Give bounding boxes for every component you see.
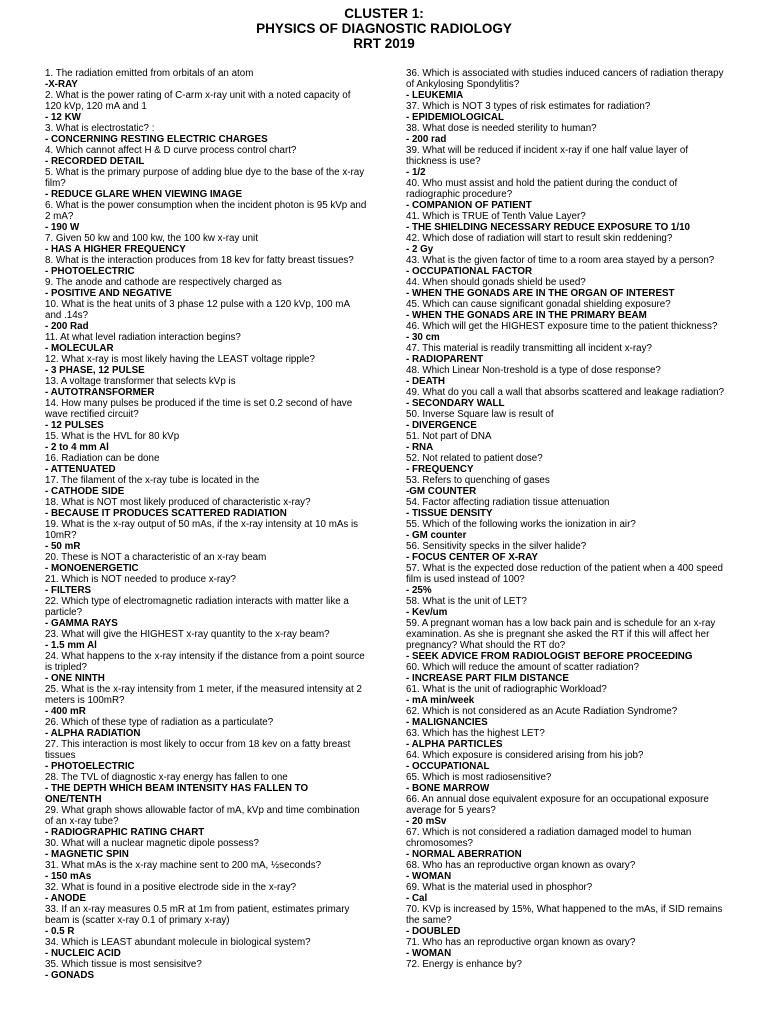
answer-text: - 12 PULSES: [45, 420, 104, 431]
question-text: 24. What happens to the x-ray intensity if the distance from a point source is tripled?: [45, 651, 365, 673]
question-text: 68. Who has an reproductive organ known as ovary?: [406, 860, 636, 871]
question-text: 58. What is the unit of LET?: [406, 596, 527, 607]
question-item: [406, 519, 728, 541]
subject-title: PHYSICS OF DIAGNOSTIC RADIOLOGY: [256, 21, 512, 36]
question-text: 23. What will give the HIGHEST x-ray quantity to the x-ray beam?: [45, 629, 330, 640]
question-text: 14. How many pulses be produced if the time is set 0.2 second of have wave rectified circuit?: [45, 398, 353, 420]
answer-text: - ATTENUATED: [45, 464, 116, 475]
answer-text: - WOMAN: [406, 871, 452, 882]
question-item: [45, 937, 367, 959]
question-text: 30. What will a nuclear magnetic dipole possess?: [45, 838, 260, 849]
question-item: [45, 167, 367, 200]
question-item: [406, 453, 728, 475]
question-item: [406, 882, 728, 904]
question-text: 20. These is NOT a characteristic of an x-ray beam: [45, 552, 267, 563]
question-text: 72. Energy is enhance by?: [406, 959, 523, 970]
answer-text: - SEEK ADVICE FROM RADIOLOGIST BEFORE PROCEEDING: [406, 651, 693, 662]
question-item: [45, 717, 367, 739]
answer-text: - 200 Rad: [45, 321, 89, 332]
question-item: [406, 662, 728, 684]
question-item: [45, 299, 367, 332]
answer-text: - HAS A HIGHER FREQUENCY: [45, 244, 186, 255]
question-item: [45, 475, 367, 497]
question-item: [406, 277, 728, 299]
question-text: 33. If an x-ray measures 0.5 mR at 1m from patient, estimates primary beam is (scatter x-ray 0.1 of primary x-ray): [45, 904, 350, 926]
question-item: [45, 431, 367, 453]
answer-text: - 1.5 mm Al: [45, 640, 97, 651]
question-text: 65. Which is most radiosensitive?: [406, 772, 552, 783]
question-text: 56. Sensitivity specks in the silver halide?: [406, 541, 587, 552]
question-item: [406, 827, 728, 860]
question-item: [406, 178, 728, 211]
question-text: 43. What is the given factor of time to a room area stayed by a person?: [406, 255, 715, 266]
question-text: 66. An annual dose equivalent exposure for an occupational exposure average for 5 years?: [406, 794, 709, 816]
question-text: 27. This interaction is most likely to occur from 18 kev on a fatty breast tissues: [45, 739, 351, 761]
question-item: [406, 233, 728, 255]
answer-text: - mA min/week: [406, 695, 475, 706]
question-text: 67. Which is not considered a radiation damaged model to human chromosomes?: [406, 827, 692, 849]
answer-text: - 12 KW: [45, 112, 81, 123]
question-text: 40. Who must assist and hold the patient during the conduct of radiographic procedure?: [406, 178, 678, 200]
question-text: 7. Given 50 kw and 100 kw, the 100 kw x-ray unit: [45, 233, 258, 244]
question-item: [45, 453, 367, 475]
question-item: [406, 541, 728, 563]
answer-text: - CATHODE SIDE: [45, 486, 125, 497]
question-text: 13. A voltage transformer that selects kVp is: [45, 376, 236, 387]
question-text: 17. The filament of the x-ray tube is located in the: [45, 475, 260, 486]
question-item: [406, 321, 728, 343]
question-text: 71. Who has an reproductive organ known as ovary?: [406, 937, 636, 948]
question-item: [406, 596, 728, 618]
question-item: [406, 255, 728, 277]
question-item: [45, 684, 367, 717]
answer-text: - RNA: [406, 442, 434, 453]
question-text: 29. What graph shows allowable factor of mA, kVp and time combination of an x-ray tube?: [45, 805, 360, 827]
question-text: 63. Which has the highest LET?: [406, 728, 545, 739]
answer-text: - 3 PHASE, 12 PULSE: [45, 365, 145, 376]
question-text: 60. Which will reduce the amount of scatter radiation?: [406, 662, 640, 673]
question-item: [406, 563, 728, 596]
answer-text: - WHEN THE GONADS ARE IN THE PRIMARY BEAM: [406, 310, 647, 321]
question-text: 42. Which dose of radiation will start to result skin reddening?: [406, 233, 673, 244]
answer-text: - DIVERGENCE: [406, 420, 477, 431]
question-text: 59. A pregnant woman has a low back pain and is schedule for an x-ray examination. As she is pregnant she asked the RT if this will affect her pregnancy? What should the RT do?: [406, 618, 716, 651]
question-item: [45, 497, 367, 519]
question-text: 9. The anode and cathode are respectively charged as: [45, 277, 282, 288]
question-item: [45, 277, 367, 299]
answer-text: - OCCUPATIONAL FACTOR: [406, 266, 533, 277]
question-text: 62. Which is not considered as an Acute Radiation Syndrome?: [406, 706, 678, 717]
question-item: [45, 860, 367, 882]
right-column: [406, 68, 728, 970]
question-text: 18. What is NOT most likely produced of characteristic x-ray?: [45, 497, 311, 508]
answer-text: - 2 to 4 mm Al: [45, 442, 109, 453]
question-text: 6. What is the power consumption when the incident photon is 95 kVp and 2 mA?: [45, 200, 367, 222]
question-item: [406, 475, 728, 497]
question-text: 3. What is electrostatic? :: [45, 123, 155, 134]
answer-text: - RECORDED DETAIL: [45, 156, 145, 167]
question-item: [406, 794, 728, 827]
question-item: [406, 299, 728, 321]
question-item: [45, 882, 367, 904]
answer-text: - TISSUE DENSITY: [406, 508, 493, 519]
question-item: [406, 123, 728, 145]
question-item: [45, 629, 367, 651]
document-header: [0, 6, 768, 51]
question-text: 25. What is the x-ray intensity from 1 meter, if the measured intensity at 2 meters is 100mR?: [45, 684, 362, 706]
answer-text: - BONE MARROW: [406, 783, 490, 794]
question-item: [45, 354, 367, 376]
answer-text: - WOMAN: [406, 948, 452, 959]
answer-text: - 190 W: [45, 222, 80, 233]
answer-text: - FILTERS: [45, 585, 92, 596]
question-item: [45, 123, 367, 145]
question-item: [406, 728, 728, 750]
answer-text: - DEATH: [406, 376, 446, 387]
question-text: 36. Which is associated with studies induced cancers of radiation therapy of Ankylosing Spondylitis?: [406, 68, 724, 90]
answer-text: - ONE NINTH: [45, 673, 105, 684]
question-text: 16. Radiation can be done: [45, 453, 160, 464]
question-text: 10. What is the heat units of 3 phase 12 pulse with a 120 kVp, 100 mA and .14s?: [45, 299, 350, 321]
answer-text: - 50 mR: [45, 541, 81, 552]
question-item: [45, 574, 367, 596]
question-item: [45, 145, 367, 167]
question-item: [406, 860, 728, 882]
question-item: [45, 805, 367, 838]
answer-text: - MAGNETIC SPIN: [45, 849, 129, 860]
question-text: 31. What mAs is the x-ray machine sent to 200 mA, ½seconds?: [45, 860, 322, 871]
question-text: 15. What is the HVL for 80 kVp: [45, 431, 180, 442]
question-text: 34. Which is LEAST abundant molecule in biological system?: [45, 937, 311, 948]
question-item: [406, 68, 728, 101]
answer-text: - 150 mAs: [45, 871, 92, 882]
question-text: 48. Which Linear Non-treshold is a type of dose response?: [406, 365, 661, 376]
question-item: [45, 904, 367, 937]
answer-text: - 200 rad: [406, 134, 447, 145]
question-text: 61. What is the unit of radiographic Workload?: [406, 684, 607, 695]
answer-text: - POSITIVE AND NEGATIVE: [45, 288, 172, 299]
question-item: [45, 651, 367, 684]
question-item: [406, 706, 728, 728]
question-text: 11. At what level radiation interaction begins?: [45, 332, 241, 343]
question-text: 57. What is the expected dose reduction of the patient when a 400 speed film is used instead of 100?: [406, 563, 723, 585]
answer-text: - Kev/um: [406, 607, 448, 618]
question-item: [406, 937, 728, 959]
answer-text: - 20 mSv: [406, 816, 447, 827]
question-text: 19. What is the x-ray output of 50 mAs, if the x-ray intensity at 10 mAs is 10mR?: [45, 519, 359, 541]
answer-text: - Cal: [406, 893, 428, 904]
question-text: 35. Which tissue is most sensisitve?: [45, 959, 202, 970]
question-text: 22. Which type of electromagnetic radiation interacts with matter like a particle?: [45, 596, 349, 618]
question-text: 47. This material is readily transmitting all incident x-ray?: [406, 343, 652, 354]
question-item: [406, 750, 728, 772]
question-item: [45, 838, 367, 860]
question-item: [406, 101, 728, 123]
question-text: 69. What is the material used in phosphor?: [406, 882, 593, 893]
question-text: 2. What is the power rating of C-arm x-ray unit with a noted capacity of 120 kVp, 120 mA and 1: [45, 90, 351, 112]
question-text: 37. Which is NOT 3 types of risk estimates for radiation?: [406, 101, 651, 112]
answer-text: -X-RAY: [45, 79, 78, 90]
question-item: [406, 618, 728, 662]
answer-text: - GM counter: [406, 530, 467, 541]
question-text: 64. Which exposure is considered arising from his job?: [406, 750, 644, 761]
answer-text: - ALPHA PARTICLES: [406, 739, 503, 750]
question-item: [406, 431, 728, 453]
question-item: [45, 398, 367, 431]
answer-text: - DOUBLED: [406, 926, 461, 937]
question-text: 70. KVp is increased by 15%, What happened to the mAs, if SID remains the same?: [406, 904, 723, 926]
question-item: [406, 343, 728, 365]
answer-text: - MALIGNANCIES: [406, 717, 488, 728]
question-item: [406, 145, 728, 178]
question-item: [45, 596, 367, 629]
question-item: [406, 684, 728, 706]
answer-text: - GONADS: [45, 970, 94, 981]
question-text: 52. Not related to patient dose?: [406, 453, 543, 464]
question-item: [406, 409, 728, 431]
answer-text: - FREQUENCY: [406, 464, 474, 475]
answer-text: - WHEN THE GONADS ARE IN THE ORGAN OF INTEREST: [406, 288, 675, 299]
answer-text: - 25%: [406, 585, 432, 596]
question-text: 12. What x-ray is most likely having the LEAST voltage ripple?: [45, 354, 315, 365]
answer-text: - INCREASE PART FILM DISTANCE: [406, 673, 569, 684]
question-text: 54. Factor affecting radiation tissue attenuation: [406, 497, 610, 508]
answer-text: - LEUKEMIA: [406, 90, 464, 101]
question-text: 21. Which is NOT needed to produce x-ray?: [45, 574, 236, 585]
answer-text: - 2 Gy: [406, 244, 434, 255]
question-text: 53. Refers to quenching of gases: [406, 475, 550, 486]
answer-text: - 1/2: [406, 167, 426, 178]
question-text: 26. Which of these type of radiation as a particulate?: [45, 717, 274, 728]
question-text: 38. What dose is needed sterility to human?: [406, 123, 597, 134]
question-text: 45. Which can cause significant gonadal shielding exposure?: [406, 299, 671, 310]
answer-text: - AUTOTRANSFORMER: [45, 387, 155, 398]
question-item: [406, 365, 728, 387]
answer-text: - RADIOGRAPHIC RATING CHART: [45, 827, 205, 838]
question-text: 1. The radiation emitted from orbitals of an atom: [45, 68, 254, 79]
answer-text: - REDUCE GLARE WHEN VIEWING IMAGE: [45, 189, 243, 200]
answer-text: - BECAUSE IT PRODUCES SCATTERED RADIATION: [45, 508, 287, 519]
question-text: 41. Which is TRUE of Tenth Value Layer?: [406, 211, 586, 222]
left-column: [45, 68, 367, 981]
question-text: 28. The TVL of diagnostic x-ray energy has fallen to one: [45, 772, 288, 783]
answer-text: - PHOTOELECTRIC: [45, 266, 135, 277]
question-text: 46. Which will get the HIGHEST exposure time to the patient thickness?: [406, 321, 718, 332]
answer-text: - EPIDEMIOLOGICAL: [406, 112, 504, 123]
answer-text: - MONOENERGETIC: [45, 563, 139, 574]
question-text: 50. Inverse Square law is result of: [406, 409, 554, 420]
question-item: [45, 739, 367, 772]
question-item: [406, 211, 728, 233]
answer-text: - COMPANION OF PATIENT: [406, 200, 532, 211]
question-text: 55. Which of the following works the ionization in air?: [406, 519, 636, 530]
answer-text: - CONCERNING RESTING ELECTRIC CHARGES: [45, 134, 268, 145]
question-item: [45, 519, 367, 552]
question-item: [45, 68, 367, 90]
question-text: 8. What is the interaction produces from 18 kev for fatty breast tissues?: [45, 255, 354, 266]
question-item: [406, 959, 728, 970]
answer-text: - 30 cm: [406, 332, 440, 343]
answer-text: - GAMMA RAYS: [45, 618, 118, 629]
answer-text: - 400 mR: [45, 706, 86, 717]
question-item: [406, 497, 728, 519]
answer-text: - THE DEPTH WHICH BEAM INTENSITY HAS FALLEN TO ONE/TENTH: [45, 783, 309, 805]
question-item: [45, 90, 367, 123]
answer-text: - THE SHIELDING NECESSARY REDUCE EXPOSURE TO 1/10: [406, 222, 690, 233]
question-text: 4. Which cannot affect H & D curve process control chart?: [45, 145, 297, 156]
exam-year: RRT 2019: [353, 36, 415, 51]
question-item: [406, 904, 728, 937]
question-item: [45, 376, 367, 398]
cluster-title: CLUSTER 1:: [344, 6, 424, 21]
question-item: [45, 255, 367, 277]
answer-text: - SECONDARY WALL: [406, 398, 505, 409]
answer-text: - MOLECULAR: [45, 343, 114, 354]
question-text: 51. Not part of DNA: [406, 431, 492, 442]
answer-text: - ANODE: [45, 893, 87, 904]
question-item: [45, 233, 367, 255]
question-text: 49. What do you call a wall that absorbs scattered and leakage radiation?: [406, 387, 725, 398]
question-item: [406, 772, 728, 794]
answer-text: - OCCUPATIONAL: [406, 761, 490, 772]
question-text: 5. What is the primary purpose of adding blue dye to the base of the x-ray film?: [45, 167, 365, 189]
answer-text: -GM COUNTER: [406, 486, 477, 497]
question-item: [45, 332, 367, 354]
question-item: [45, 772, 367, 805]
question-text: 32. What is found in a positive electrode side in the x-ray?: [45, 882, 297, 893]
question-item: [45, 552, 367, 574]
answer-text: - NORMAL ABERRATION: [406, 849, 522, 860]
question-text: 39. What will be reduced if incident x-ray if one half value layer of thickness is use?: [406, 145, 689, 167]
question-item: [45, 200, 367, 233]
question-text: 44. When should gonads shield be used?: [406, 277, 586, 288]
question-item: [406, 387, 728, 409]
answer-text: - ALPHA RADIATION: [45, 728, 141, 739]
answer-text: - FOCUS CENTER OF X-RAY: [406, 552, 538, 563]
answer-text: - 0.5 R: [45, 926, 75, 937]
answer-text: - PHOTOELECTRIC: [45, 761, 135, 772]
answer-text: - NUCLEIC ACID: [45, 948, 121, 959]
question-item: [45, 959, 367, 981]
answer-text: - RADIOPARENT: [406, 354, 484, 365]
